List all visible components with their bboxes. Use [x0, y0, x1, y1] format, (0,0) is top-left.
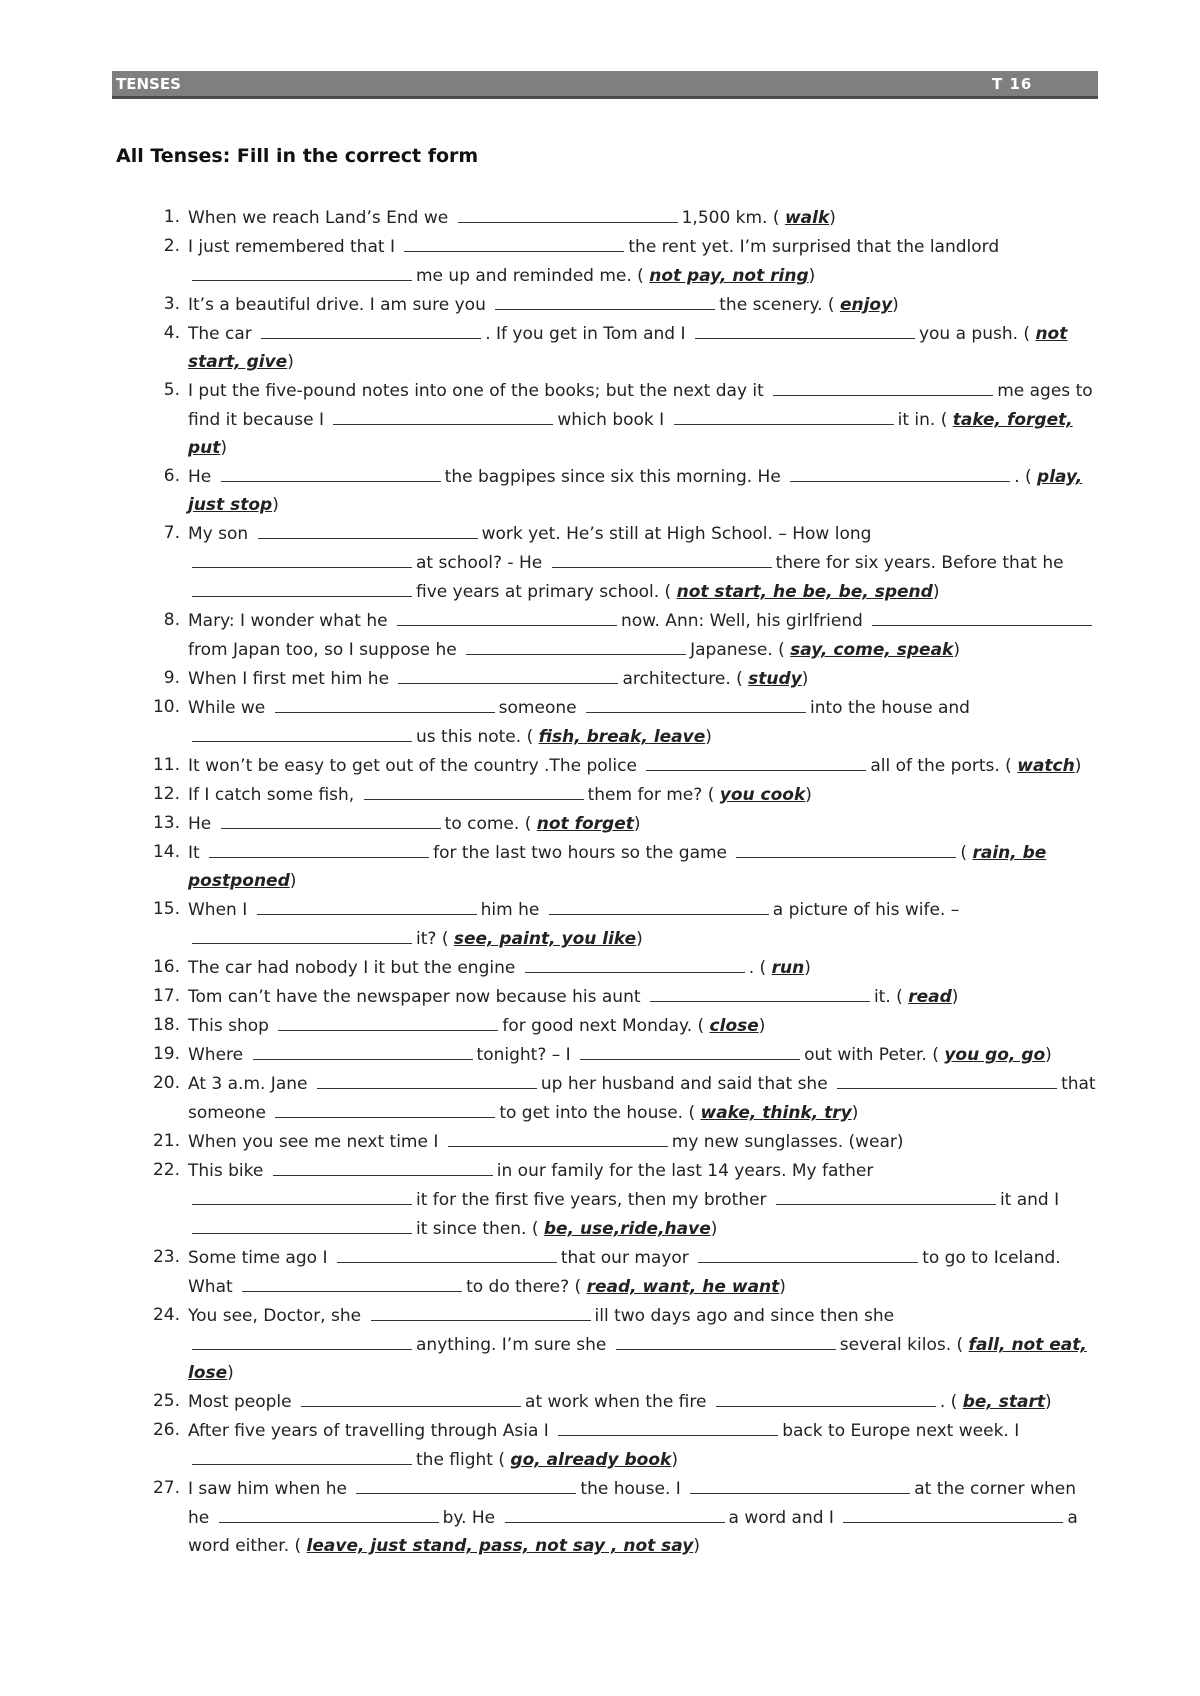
- item-text: Where: [188, 1045, 244, 1065]
- item-text: It: [188, 843, 200, 863]
- item-text: When we reach Land’s End we: [188, 208, 449, 228]
- answer-blank[interactable]: [356, 1474, 576, 1494]
- item-text: it. (: [873, 987, 903, 1007]
- verb-hint: rain, be postponed: [188, 843, 1047, 891]
- item-text: up her husband and said that she: [540, 1074, 828, 1094]
- answer-blank[interactable]: [558, 1416, 778, 1436]
- page-title: All Tenses: Fill in the correct form: [116, 145, 479, 167]
- answer-blank[interactable]: [192, 261, 412, 281]
- answer-blank[interactable]: [192, 1214, 412, 1234]
- verb-hint: not pay, not ring: [649, 266, 809, 286]
- answer-blank[interactable]: [364, 780, 584, 800]
- item-text: ill two days ago and since then she: [594, 1306, 895, 1326]
- verb-hint: wake, think, try: [700, 1103, 852, 1123]
- item-text: Mary: I wonder what he: [188, 611, 388, 631]
- exercise-item: [150, 809, 1100, 838]
- answer-blank[interactable]: [209, 838, 429, 858]
- answer-blank[interactable]: [736, 838, 956, 858]
- item-text: me up and reminded me. (: [416, 266, 644, 286]
- item-text: ): [693, 1536, 700, 1556]
- item-number: 20.: [152, 1073, 180, 1093]
- answer-blank[interactable]: [505, 1503, 725, 1523]
- item-text: My son: [188, 524, 249, 544]
- item-text: ): [272, 495, 279, 515]
- item-text: . If you get in Tom and I: [485, 324, 686, 344]
- item-number: 11.: [152, 755, 180, 775]
- answer-blank[interactable]: [843, 1503, 1063, 1523]
- item-text: ): [805, 785, 812, 805]
- item-text: ): [287, 352, 294, 372]
- answer-blank[interactable]: [192, 722, 412, 742]
- item-text: me ages to find it because I: [188, 381, 1093, 430]
- item-number: 21.: [152, 1131, 180, 1151]
- item-number: 13.: [152, 813, 180, 833]
- answer-blank[interactable]: [674, 405, 894, 425]
- item-text: I saw him when he: [188, 1479, 348, 1499]
- answer-blank[interactable]: [337, 1243, 557, 1263]
- answer-blank[interactable]: [698, 1243, 918, 1263]
- item-text: five years at primary school. (: [416, 582, 672, 602]
- item-text: It won’t be easy to get out of the country .The police: [188, 756, 637, 776]
- item-text: (: [960, 843, 968, 863]
- item-text: He: [188, 814, 212, 834]
- answer-blank[interactable]: [646, 751, 866, 771]
- item-text: for good next Monday. (: [502, 1016, 705, 1036]
- answer-blank[interactable]: [192, 924, 412, 944]
- item-text: it in. (: [897, 410, 948, 430]
- exercise-item: [150, 895, 1100, 953]
- verb-hint: go, already book: [510, 1450, 672, 1470]
- item-text: . (: [939, 1392, 958, 1412]
- item-text: ): [710, 1219, 718, 1239]
- header-bar: [112, 71, 1098, 99]
- item-text: tonight? – I: [476, 1045, 571, 1065]
- item-number: 8.: [163, 610, 180, 630]
- item-text: If I catch some fish,: [188, 785, 355, 805]
- answer-blank[interactable]: [776, 1185, 996, 1205]
- item-text: ): [220, 438, 228, 458]
- exercise-item: [150, 606, 1100, 664]
- item-text: to do there? (: [466, 1277, 582, 1297]
- answer-blank[interactable]: [695, 319, 915, 339]
- answer-blank[interactable]: [616, 1330, 836, 1350]
- item-text: The car: [188, 324, 252, 344]
- exercise-item: [150, 1127, 1100, 1156]
- exercise-item: [150, 1474, 1100, 1560]
- item-text: a picture of his wife. –: [772, 900, 960, 920]
- answer-blank[interactable]: [397, 606, 617, 626]
- header-section-label: TENSES: [116, 75, 181, 93]
- item-text: 1,500 km. (: [681, 208, 780, 228]
- verb-hint: be, start: [962, 1392, 1046, 1412]
- item-text: the rent yet. I’m surprised that the landlord: [628, 237, 1000, 257]
- item-text: This bike: [188, 1161, 264, 1181]
- answer-blank[interactable]: [317, 1069, 537, 1089]
- item-number: 22.: [152, 1160, 180, 1180]
- item-number: 4.: [163, 323, 180, 343]
- answer-blank[interactable]: [261, 319, 481, 339]
- item-text: Tom can’t have the newspaper now because his aunt: [188, 987, 641, 1007]
- answer-blank[interactable]: [192, 577, 412, 597]
- answer-blank[interactable]: [219, 1503, 439, 1523]
- item-text: ): [289, 871, 297, 891]
- exercise-item: [150, 1011, 1100, 1040]
- answer-blank[interactable]: [242, 1272, 462, 1292]
- item-text: After five years of travelling through Asia I: [188, 1421, 549, 1441]
- exercise-item: [150, 1416, 1100, 1474]
- exercise-list: [150, 203, 1100, 1560]
- item-text: someone: [498, 698, 577, 718]
- item-text: the bagpipes since six this morning. He: [444, 467, 781, 487]
- item-text: it? (: [416, 929, 449, 949]
- item-text: for the last two hours so the game: [433, 843, 728, 863]
- answer-blank[interactable]: [586, 693, 806, 713]
- item-number: 7.: [163, 523, 180, 543]
- item-text: ): [227, 1363, 234, 1383]
- item-number: 17.: [152, 986, 180, 1006]
- exercise-item: [150, 1387, 1100, 1416]
- item-text: ): [1074, 756, 1082, 776]
- item-text: to come. (: [444, 814, 532, 834]
- item-text: I just remembered that I: [188, 237, 395, 257]
- exercise-item: [150, 462, 1100, 519]
- item-text: to go to Iceland. What: [188, 1248, 1061, 1297]
- answer-blank[interactable]: [549, 895, 769, 915]
- exercise-item: [150, 1243, 1100, 1301]
- item-text: at the corner when he: [188, 1479, 1076, 1528]
- item-number: 14.: [152, 842, 180, 862]
- verb-hint: not start, he be, be, spend: [676, 582, 933, 602]
- verb-hint: read, want, he want: [586, 1277, 780, 1297]
- item-text: ): [808, 266, 816, 286]
- exercise-item: [150, 290, 1100, 319]
- item-text: This shop: [188, 1016, 269, 1036]
- item-text: While we: [188, 698, 266, 718]
- item-number: 23.: [152, 1247, 180, 1267]
- verb-hint: take, forget, put: [188, 410, 1073, 458]
- item-text: the house. I: [580, 1479, 681, 1499]
- answer-blank[interactable]: [448, 1127, 668, 1147]
- item-text: ): [1045, 1392, 1052, 1412]
- item-text: that our mayor: [560, 1248, 689, 1268]
- exercise-item: [150, 780, 1100, 809]
- verb-hint: see, paint, you like: [453, 929, 637, 949]
- item-text: I put the five-pound notes into one of the books; but the next day it: [188, 381, 764, 401]
- item-text: work yet. He’s still at High School. – How long: [481, 524, 872, 544]
- item-text: ): [1045, 1045, 1052, 1065]
- item-text: in our family for the last 14 years. My father: [496, 1161, 874, 1181]
- answer-blank[interactable]: [278, 1011, 498, 1031]
- item-number: 27.: [152, 1478, 180, 1498]
- answer-blank[interactable]: [872, 606, 1092, 626]
- item-number: 6.: [163, 466, 180, 486]
- item-text: them for me? (: [587, 785, 715, 805]
- answer-blank[interactable]: [650, 982, 870, 1002]
- item-text: Japanese. (: [690, 640, 785, 660]
- item-text: out with Peter. (: [804, 1045, 939, 1065]
- item-text: ): [636, 929, 643, 949]
- item-text: At 3 a.m. Jane: [188, 1074, 308, 1094]
- exercise-item: [150, 203, 1100, 232]
- item-text: ): [951, 987, 959, 1007]
- item-text: ): [758, 1016, 766, 1036]
- item-text: by. He: [442, 1508, 496, 1528]
- item-text: him he: [480, 900, 540, 920]
- verb-hint: you cook: [719, 785, 806, 805]
- verb-hint: you go, go: [944, 1045, 1046, 1065]
- item-text: The car had nobody I it but the engine: [188, 958, 516, 978]
- item-text: a word either. (: [188, 1508, 1078, 1556]
- item-text: ): [633, 814, 641, 834]
- answer-blank[interactable]: [371, 1301, 591, 1321]
- item-number: 25.: [152, 1391, 180, 1411]
- answer-blank[interactable]: [690, 1474, 910, 1494]
- item-text: there for six years. Before that he: [775, 553, 1064, 573]
- item-text: . (: [1014, 467, 1032, 487]
- answer-blank[interactable]: [398, 664, 618, 684]
- answer-blank[interactable]: [275, 693, 495, 713]
- item-text: the scenery. (: [719, 295, 835, 315]
- item-text: He: [188, 467, 212, 487]
- exercise-item: [150, 319, 1100, 376]
- verb-hint: not start, give: [188, 324, 1068, 372]
- item-number: 26.: [152, 1420, 180, 1440]
- verb-hint: play, just stop: [188, 467, 1083, 515]
- exercise-item: [150, 1069, 1100, 1127]
- item-number: 1.: [163, 207, 180, 227]
- item-text: which book I: [557, 410, 665, 430]
- exercise-item: [150, 751, 1100, 780]
- item-number: 19.: [152, 1044, 180, 1064]
- exercise-item: [150, 376, 1100, 462]
- verb-hint: fall, not eat, lose: [188, 1335, 1087, 1383]
- item-text: ): [829, 208, 836, 228]
- item-text: several kilos. (: [839, 1335, 964, 1355]
- item-text: ): [671, 1450, 678, 1470]
- item-number: 5.: [163, 380, 180, 400]
- answer-blank[interactable]: [258, 519, 478, 539]
- item-text: into the house and: [810, 698, 970, 718]
- item-number: 24.: [152, 1305, 180, 1325]
- item-number: 16.: [152, 957, 180, 977]
- exercise-item: [150, 519, 1100, 606]
- answer-blank[interactable]: [837, 1069, 1057, 1089]
- answer-blank[interactable]: [273, 1156, 493, 1176]
- item-text: You see, Doctor, she: [188, 1306, 362, 1326]
- verb-hint: close: [709, 1016, 759, 1036]
- verb-hint: study: [748, 669, 802, 689]
- item-text: . (: [748, 958, 767, 978]
- verb-hint: fish, break, leave: [538, 727, 706, 747]
- answer-blank[interactable]: [275, 1098, 495, 1118]
- answer-blank[interactable]: [253, 1040, 473, 1060]
- item-text: the flight (: [416, 1450, 506, 1470]
- verb-hint: leave, just stand, pass, not say , not say: [306, 1536, 694, 1556]
- answer-blank[interactable]: [790, 462, 1010, 482]
- verb-hint: read: [908, 987, 952, 1007]
- item-text: to get into the house. (: [499, 1103, 696, 1123]
- exercise-item: [150, 953, 1100, 982]
- answer-blank[interactable]: [257, 895, 477, 915]
- item-text: When I: [188, 900, 248, 920]
- item-number: 3.: [163, 294, 180, 314]
- verb-hint: walk: [784, 208, 830, 228]
- item-text: When you see me next time I: [188, 1132, 439, 1152]
- header-sheet-code: T 16: [992, 75, 1033, 93]
- exercise-item: [150, 838, 1100, 895]
- item-text: it for the first five years, then my brother: [416, 1190, 767, 1210]
- exercise-item: [150, 232, 1100, 290]
- item-number: 12.: [152, 784, 180, 804]
- item-text: ): [801, 669, 809, 689]
- item-text: it since then. (: [416, 1219, 539, 1239]
- verb-hint: watch: [1017, 756, 1075, 776]
- verb-hint: be, use,ride,have: [543, 1219, 711, 1239]
- item-number: 10.: [152, 697, 180, 717]
- exercise-item: [150, 1040, 1100, 1069]
- exercise-item: [150, 693, 1100, 751]
- item-text: ): [779, 1277, 786, 1297]
- answer-blank[interactable]: [552, 548, 772, 568]
- item-text: ): [892, 295, 899, 315]
- answer-blank[interactable]: [716, 1387, 936, 1407]
- answer-blank[interactable]: [495, 290, 715, 310]
- item-text: all of the ports. (: [870, 756, 1012, 776]
- item-text: ): [953, 640, 960, 660]
- item-number: 18.: [152, 1015, 180, 1035]
- item-text: a word and I: [728, 1508, 834, 1528]
- item-number: 9.: [163, 668, 180, 688]
- item-text: anything. I’m sure she: [416, 1335, 607, 1355]
- answer-blank[interactable]: [192, 548, 412, 568]
- item-text: back to Europe next week. I: [782, 1421, 1020, 1441]
- item-text: my new sunglasses. (wear): [671, 1132, 904, 1152]
- answer-blank[interactable]: [404, 232, 624, 252]
- item-number: 2.: [163, 236, 180, 256]
- exercise-item: [150, 982, 1100, 1011]
- item-text: ): [804, 958, 811, 978]
- item-text: us this note. (: [416, 727, 534, 747]
- answer-blank[interactable]: [192, 1185, 412, 1205]
- exercise-item: [150, 1156, 1100, 1243]
- item-text: Some time ago I: [188, 1248, 328, 1268]
- item-text: It’s a beautiful drive. I am sure you: [188, 295, 486, 315]
- item-text: architecture. (: [622, 669, 743, 689]
- verb-hint: run: [771, 958, 805, 978]
- answer-blank[interactable]: [333, 405, 553, 425]
- answer-blank[interactable]: [221, 462, 441, 482]
- item-text: ): [851, 1103, 859, 1123]
- item-text: at work when the fire: [525, 1392, 707, 1412]
- verb-hint: say, come, speak: [790, 640, 954, 660]
- verb-hint: not forget: [536, 814, 634, 834]
- item-text: that someone: [188, 1074, 1096, 1123]
- answer-blank[interactable]: [192, 1445, 412, 1465]
- item-text: Most people: [188, 1392, 292, 1412]
- answer-blank[interactable]: [525, 953, 745, 973]
- item-text: from Japan too, so I suppose he: [188, 640, 457, 660]
- item-text: you a push. (: [918, 324, 1031, 344]
- item-text: at school? - He: [416, 553, 543, 573]
- answer-blank[interactable]: [773, 376, 993, 396]
- item-number: 15.: [152, 899, 180, 919]
- exercise-item: [150, 664, 1100, 693]
- answer-blank[interactable]: [301, 1387, 521, 1407]
- item-text: ): [932, 582, 940, 602]
- answer-blank[interactable]: [192, 1330, 412, 1350]
- item-text: it and I: [999, 1190, 1060, 1210]
- verb-hint: enjoy: [839, 295, 893, 315]
- answer-blank[interactable]: [466, 635, 686, 655]
- item-text: When I first met him he: [188, 669, 390, 689]
- exercise-item: [150, 1301, 1100, 1387]
- item-text: now. Ann: Well, his girlfriend: [620, 611, 863, 631]
- item-text: ): [705, 727, 712, 747]
- answer-blank[interactable]: [458, 203, 678, 223]
- answer-blank[interactable]: [580, 1040, 800, 1060]
- answer-blank[interactable]: [221, 809, 441, 829]
